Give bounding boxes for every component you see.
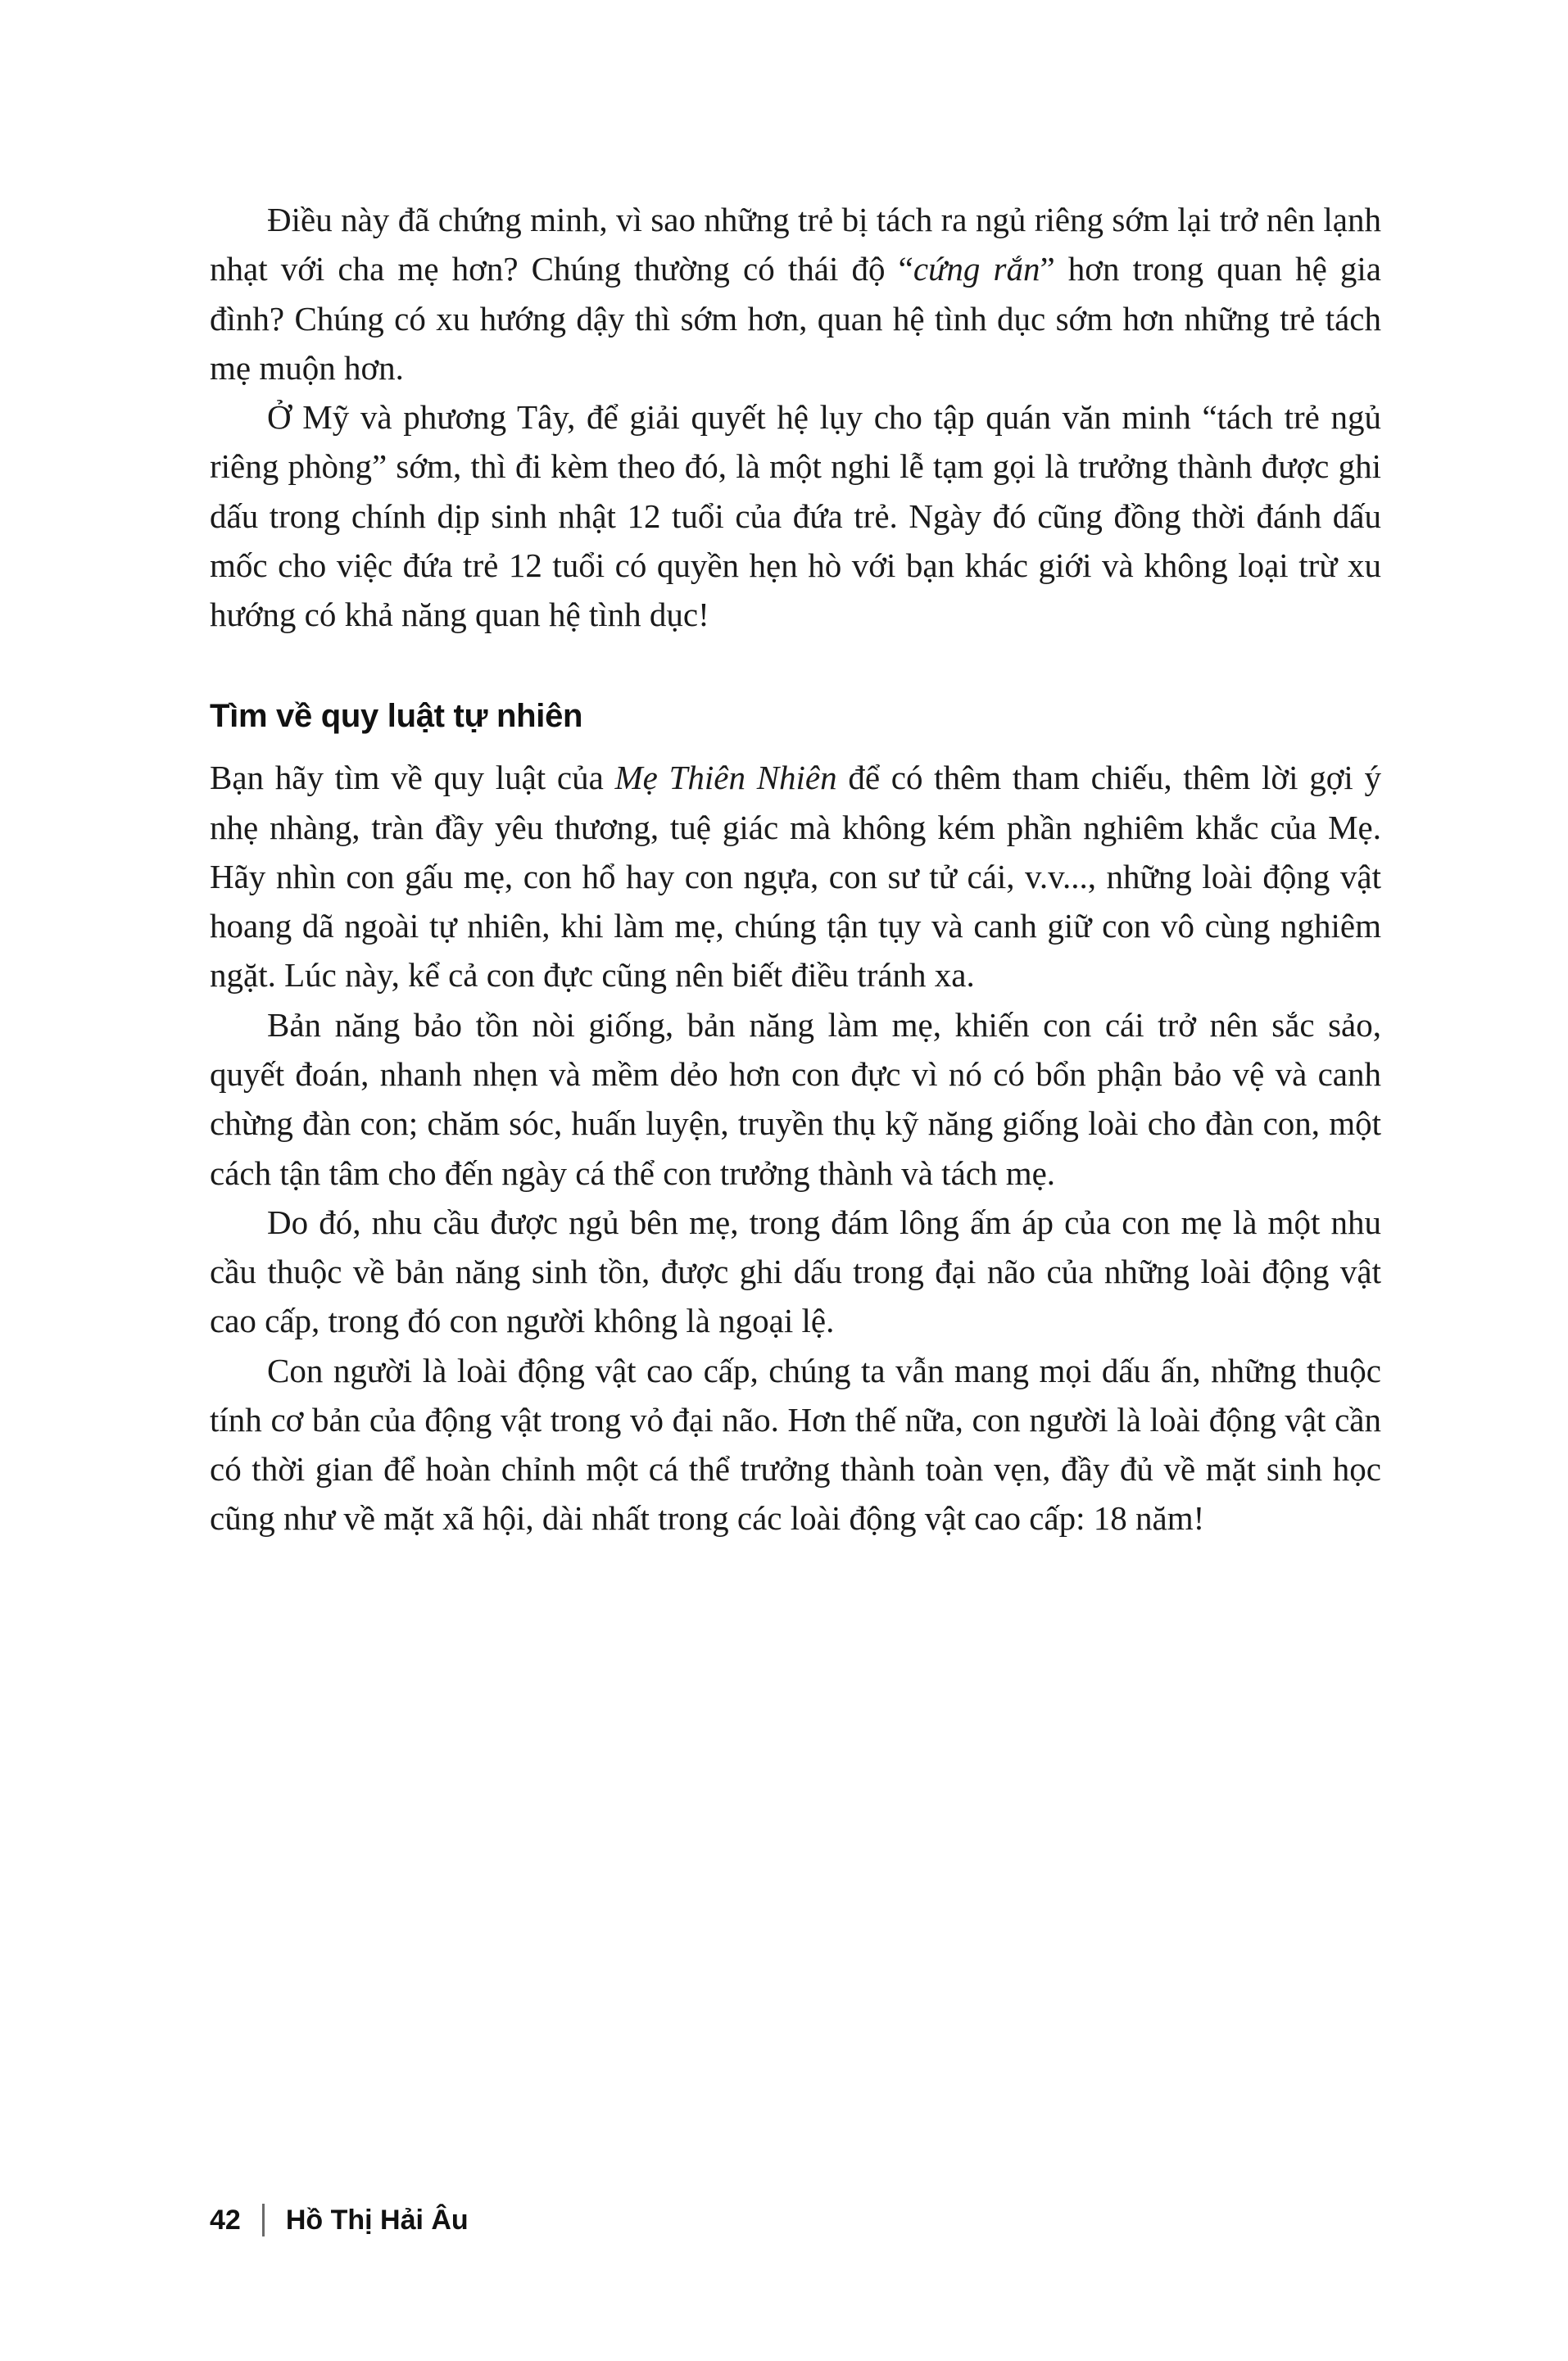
body-text: Bạn hãy tìm về quy luật của	[210, 759, 615, 797]
emphasis-text: cứng rắn	[913, 250, 1040, 288]
page-number: 42	[210, 2204, 241, 2236]
emphasis-text: Mẹ Thiên Nhiên	[614, 759, 837, 797]
page-body	[210, 195, 1381, 1543]
body-text: Bản năng bảo tồn nòi giống, bản năng làm mẹ, khiến con cái trở nên sắc sảo, quyết đoán, nhanh nhẹn và mềm dẻo hơn con đực vì nó có bổn phận bảo vệ và canh chừng đàn con; chăm sóc, huấn luyện, truyền thụ kỹ năng giống loài cho đàn con, một cách tận tâm cho đến ngày cá thể con trưởng thành và tách mẹ.	[210, 1005, 1381, 1192]
body-text: Do đó, nhu cầu được ngủ bên mẹ, trong đám lông ấm áp của con mẹ là một nhu cầu thuộc về bản năng sinh tồn, được ghi dấu trong đại não của những loài động vật cao cấp, trong đó con người không là ngoại lệ.	[210, 1203, 1381, 1340]
footer-author: Hồ Thị Hải Âu	[285, 2204, 469, 2236]
page-footer	[210, 2204, 469, 2236]
paragraph-1	[210, 195, 1381, 392]
footer-divider	[262, 2204, 265, 2236]
body-text: để có thêm tham chiếu, thêm lời gợi ý nhẹ nhàng, tràn đầy yêu thương, tuệ giác mà không kém phần nghiêm khắc của Mẹ. Hãy nhìn con gấu mẹ, con hổ hay con ngựa, con sư tử cái, v.v..., những loài động vật hoang dã ngoài tự nhiên, khi làm mẹ, chúng tận tụy và canh giữ con vô cùng nghiêm ngặt. Lúc này, kể cả con đực cũng nên biết điều tránh xa.	[210, 759, 1381, 995]
body-text: ” hơn trong quan hệ gia đình? Chúng có xu hướng dậy thì sớm hơn, quan hệ tình dục sớm hơn những trẻ tách mẹ muộn hơn.	[210, 250, 1382, 387]
paragraph-4	[210, 1000, 1381, 1198]
body-text: Ở Mỹ và phương Tây, để giải quyết hệ lụy cho tập quán văn minh “tách trẻ ngủ riêng phòng” sớm, thì đi kèm theo đó, là một nghi lễ tạm gọi là trưởng thành được ghi dấu trong chính dịp sinh nhật 12 tuổi của đứa trẻ. Ngày đó cũng đồng thời đánh dấu mốc cho việc đứa trẻ 12 tuổi có quyền hẹn hò với bạn khác giới và không loại trừ xu hướng có khả năng quan hệ tình dục!	[210, 398, 1381, 634]
paragraph-6	[210, 1346, 1381, 1543]
body-text: Con người là loài động vật cao cấp, chúng ta vẫn mang mọi dấu ấn, những thuộc tính cơ bản của động vật trong vỏ đại não. Hơn thế nữa, con người là loài động vật cần có thời gian để hoàn chỉnh một cá thể trưởng thành toàn vẹn, đầy đủ về mặt sinh học cũng như về mặt xã hội, dài nhất trong các loài động vật cao cấp: 18 năm!	[210, 1351, 1381, 1538]
paragraph-5	[210, 1198, 1381, 1346]
paragraph-3	[210, 753, 1381, 999]
paragraph-2	[210, 392, 1381, 639]
section-heading-wrap	[210, 698, 1381, 735]
body-text: Điều này đã chứng minh, vì sao những trẻ bị tách ra ngủ riêng sớm lại trở nên lạnh nhạt với cha mẹ hơn? Chúng thường có thái độ “	[210, 201, 1381, 288]
section-heading: Tìm về quy luật tự nhiên	[210, 698, 583, 735]
